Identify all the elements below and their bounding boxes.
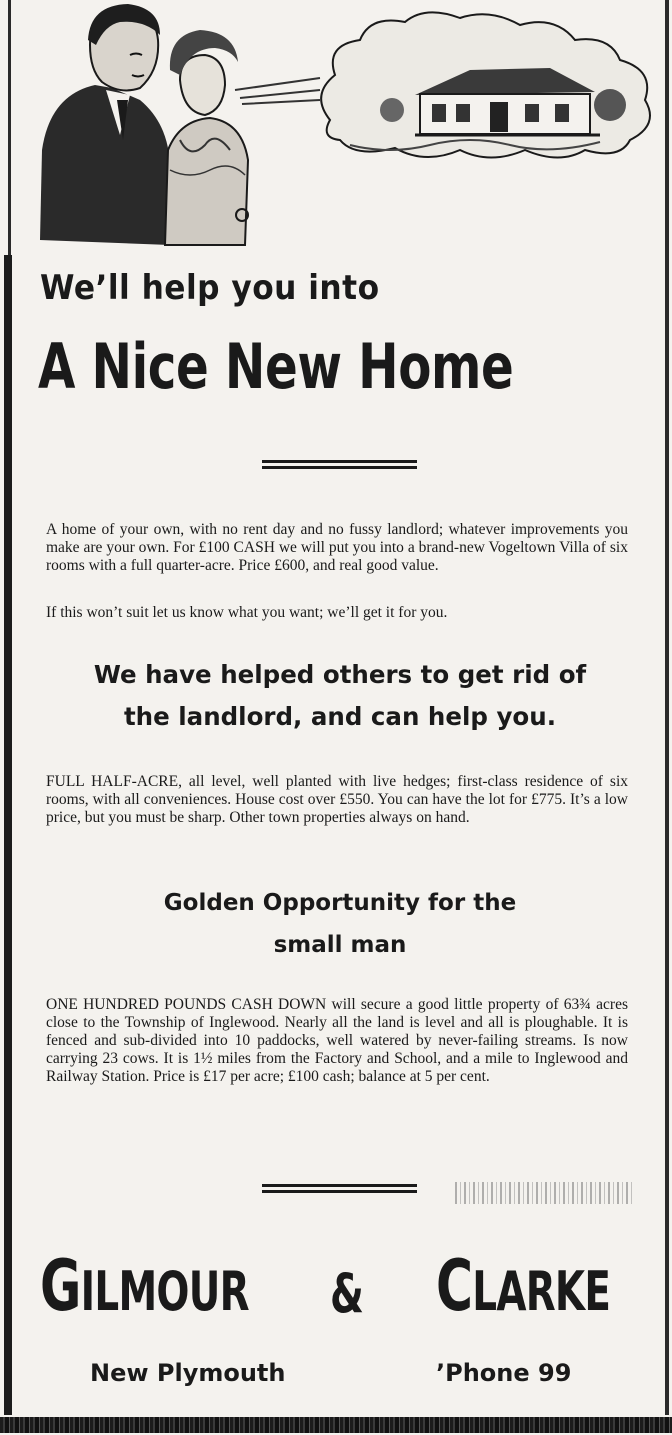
dream-lines: [235, 78, 320, 104]
couple-and-house-illustration: [20, 0, 670, 250]
firm-rest-ilmour: ILMOUR: [80, 1260, 249, 1323]
dream-house-cloud: [321, 12, 650, 157]
half-acre-paragraph: FULL HALF-ACRE, all level, well planted with live hedges; first-class residence of six rooms, with all conveniences. House cost over £550. You can have the lot for £775. It’s a low price, but you must be sharp. Other town properties always on hand.: [46, 773, 628, 826]
double-rule-bottom: [262, 1184, 417, 1193]
firm-name-gilmour: [40, 1245, 249, 1327]
print-smudge: [455, 1182, 635, 1204]
man-figure: [40, 4, 170, 245]
firm-initial-g: G: [40, 1245, 81, 1327]
golden-subhead-line1: Golden Opportunity for the: [163, 890, 517, 916]
woman-figure: [165, 30, 248, 245]
golden-subhead-line2: small man: [273, 932, 407, 958]
helped-subhead-line1: We have helped others to get rid of: [93, 660, 587, 689]
firm-location: New Plymouth: [90, 1359, 286, 1387]
intro-paragraph: A home of your own, with no rent day and no fussy landlord; whatever improvements you make are your own. For £100 CASH we will put you into a brand-new Vogeltown Villa of six rooms with a full quarter-acre. Price £600, and real good value.: [46, 521, 628, 574]
left-border-top: [8, 0, 11, 255]
headline-top: We’ll help you into: [40, 268, 380, 308]
helped-subhead-line2: the landlord, and can help you.: [123, 702, 557, 731]
double-rule-top: [262, 460, 417, 469]
firm-rest-larke: LARKE: [472, 1260, 611, 1323]
firm-name-clarke: [436, 1245, 610, 1327]
intro-paragraph-tail: If this won’t suit let us know what you want; we’ll get it for you.: [46, 604, 448, 621]
firm-initial-c: C: [436, 1245, 473, 1327]
hundred-pounds-paragraph: ONE HUNDRED POUNDS CASH DOWN will secure a good little property of 63¾ acres close to the Township of Inglewood. Nearly all the land is level and all is ploughable. It is fenced and sub-divided into 10 paddocks, well watered by never-failing streams. Is now carrying 23 cows. It is 1½ miles from the Factory and School, and a mile to Inglewood and Railway Station. Price is £17 per acre; £100 cash; balance at 5 per cent.: [46, 996, 628, 1085]
headline-main: A Nice New Home: [38, 330, 514, 403]
firm-ampersand: &: [330, 1262, 364, 1325]
left-border: [4, 255, 12, 1415]
bottom-border: [0, 1417, 672, 1433]
firm-phone: ’Phone 99: [436, 1359, 572, 1387]
